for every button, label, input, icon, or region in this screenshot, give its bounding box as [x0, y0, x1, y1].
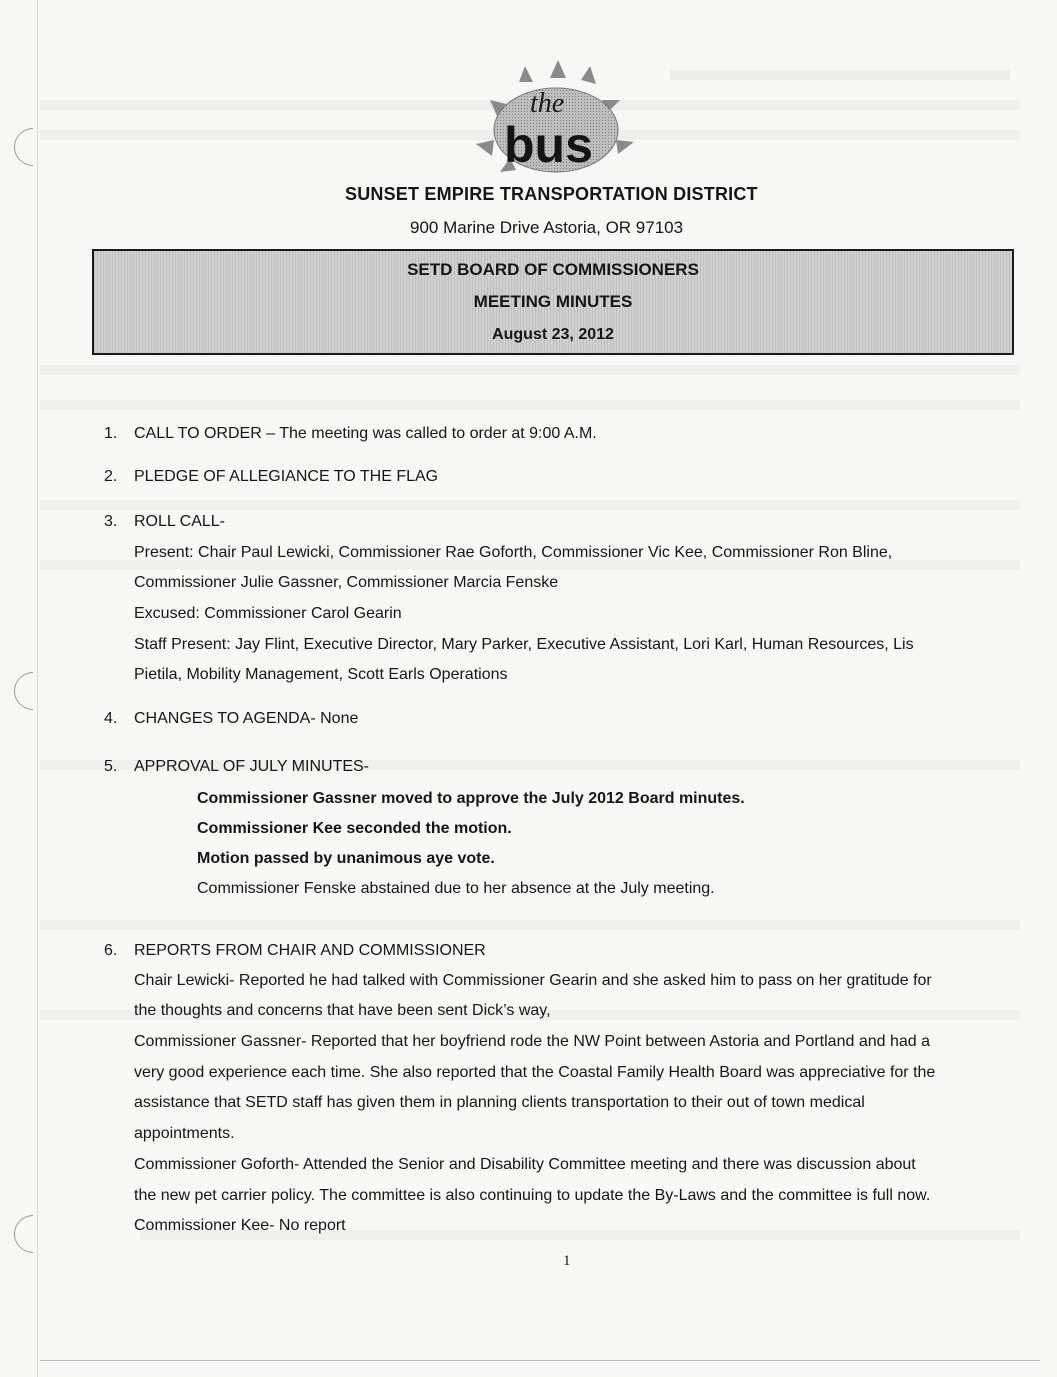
banner-date: August 23, 2012 [492, 326, 614, 343]
roll-call-heading: ROLL CALL- [134, 513, 225, 530]
item-number: 6. [104, 942, 118, 959]
abstention-note: Commissioner Fenske abstained due to her absence at the July meeting. [197, 880, 715, 897]
item-number: 4. [104, 710, 118, 727]
goforth-report: Commissioner Goforth- Attended the Senior and Disability Committee meeting and there was discussion about [134, 1156, 916, 1173]
roll-call-excused: Excused: Commissioner Carol Gearin [134, 605, 402, 622]
approval-heading: APPROVAL OF JULY MINUTES- [134, 758, 370, 775]
bleed-through [40, 920, 1020, 930]
bleed-through [40, 365, 1020, 375]
motion-moved: Commissioner Gassner moved to approve the July 2012 Board minutes. [197, 790, 745, 807]
motion-passed: Motion passed by unanimous aye vote. [197, 850, 495, 867]
binder-hole-mark [6, 664, 60, 718]
binder-hole-mark [6, 1207, 60, 1261]
gassner-report-cont: very good experience each time. She also reported that the Coastal Family Health Board was appreciative for the [134, 1064, 936, 1081]
roll-call-staff: Staff Present: Jay Flint, Executive Director, Mary Parker, Executive Assistant, Lori Karl, Human Resources, Lis [134, 636, 914, 653]
org-name: SUNSET EMPIRE TRANSPORTATION DISTRICT [345, 184, 758, 204]
pledge-of-allegiance: PLEDGE OF ALLEGIANCE TO THE FLAG [134, 468, 439, 485]
bus-logo [470, 60, 640, 178]
chair-report: Chair Lewicki- Reported he had talked with Commissioner Gearin and she asked him to pass on her gratitude for [134, 972, 932, 989]
bleed-through [40, 500, 1020, 510]
item-number: 1. [104, 425, 118, 442]
page-bottom-edge [40, 1360, 1040, 1361]
reports-heading: REPORTS FROM CHAIR AND COMMISSIONER [134, 942, 486, 959]
gassner-report-cont: appointments. [134, 1125, 235, 1142]
chair-report-cont: the thoughts and concerns that have been sent Dick’s way, [134, 1002, 551, 1019]
page-number: 1 [563, 1253, 571, 1269]
logo-word-the: the [530, 88, 565, 119]
goforth-report-cont: the new pet carrier policy. The committee is also continuing to update the By-Laws and the committee is full now. [134, 1187, 931, 1204]
motion-seconded: Commissioner Kee seconded the motion. [197, 820, 512, 837]
binder-hole-mark [6, 120, 60, 174]
item-number: 5. [104, 758, 118, 775]
roll-call-present-cont: Commissioner Julie Gassner, Commissioner Marcia Fenske [134, 574, 559, 591]
banner-meeting-minutes: MEETING MINUTES [473, 292, 633, 311]
title-banner [92, 249, 1014, 355]
roll-call-present: Present: Chair Paul Lewicki, Commissioner Rae Goforth, Commissioner Vic Kee, Commissioner Ron Bline, [134, 544, 893, 561]
logo-word-bus: bus [504, 117, 593, 173]
banner-board-title: SETD BOARD OF COMMISSIONERS [407, 260, 699, 279]
item-number: 3. [104, 513, 118, 530]
changes-to-agenda: CHANGES TO AGENDA- None [134, 710, 359, 727]
roll-call-staff-cont: Pietila, Mobility Management, Scott Earls Operations [134, 666, 508, 683]
call-to-order: CALL TO ORDER – The meeting was called to order at 9:00 A.M. [134, 425, 597, 442]
kee-report: Commissioner Kee- No report [134, 1217, 346, 1234]
gassner-report: Commissioner Gassner- Reported that her boyfriend rode the NW Point between Astoria and Portland and had a [134, 1033, 930, 1050]
item-number: 2. [104, 468, 118, 485]
bleed-through [40, 400, 1020, 410]
bleed-through [670, 70, 1010, 80]
gassner-report-cont: assistance that SETD staff has given them in planning clients transportation to their out of town medical [134, 1094, 865, 1111]
org-address: 900 Marine Drive Astoria, OR 97103 [410, 218, 684, 237]
